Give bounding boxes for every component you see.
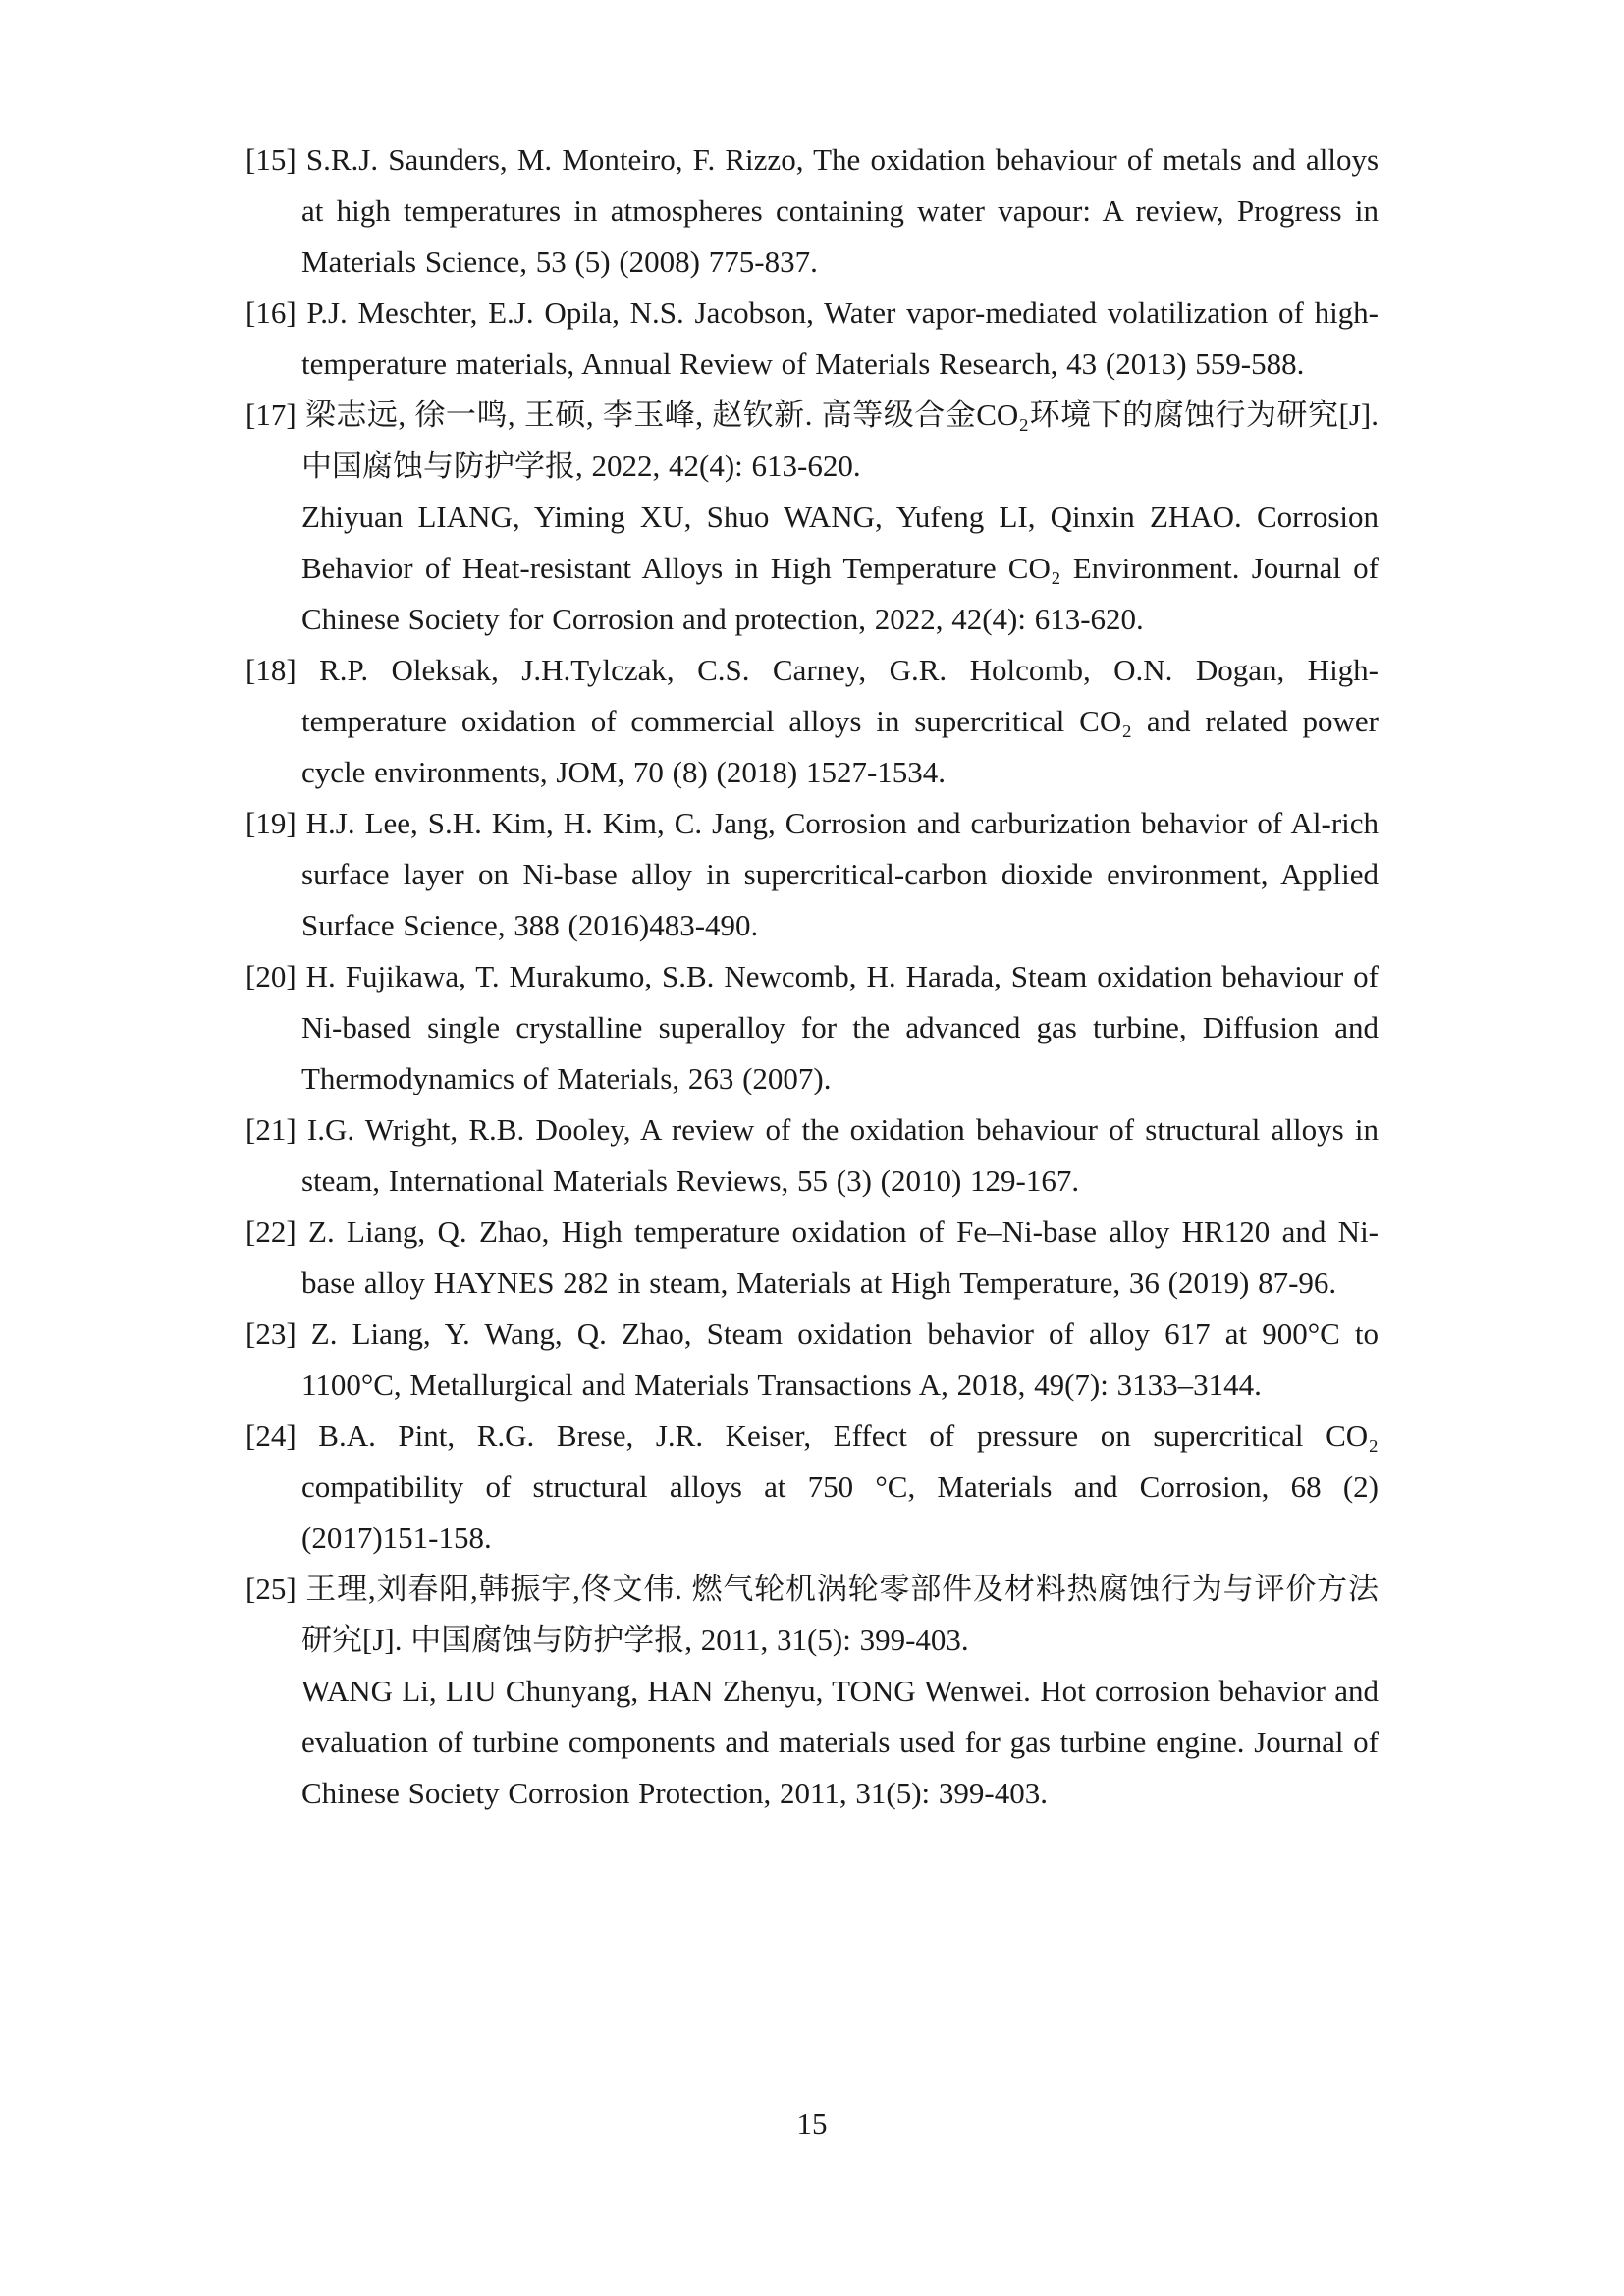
reference-text: Z. Liang, Q. Zhao, High temperature oxidation of Fe–Ni-base alloy HR120 and Ni-base alloy HAYNES 282 in steam, Materials at High Temperature, 36 (2019) 87-96. — [301, 1214, 1380, 1300]
reference-item — [245, 951, 1379, 1104]
reference-item — [245, 1411, 1379, 1564]
reference-item — [245, 1104, 1379, 1206]
reference-text: 梁志远, 徐一鸣, 王硕, 李玉峰, 赵钦新. 高等级合金CO₂环境下的腐蚀行为研究[J]. 中国腐蚀与防护学报, 2022, 42(4): 613-620. — [301, 398, 1379, 483]
reference-label: [19] — [245, 806, 297, 840]
reference-label: [20] — [245, 959, 297, 993]
reference-text: Zhiyuan LIANG, Yiming XU, Shuo WANG, Yufeng LI, Qinxin ZHAO. Corrosion Behavior of Heat-resistant Alloys in High Temperature CO₂ Environment. Journal of Chinese Society for Corrosion and protection, 2022, 42(4): 613-620. — [301, 500, 1379, 636]
reference-label: [25] — [245, 1572, 297, 1606]
reference-item — [245, 645, 1379, 798]
reference-item — [245, 1308, 1379, 1411]
reference-item — [245, 390, 1379, 492]
reference-label: [22] — [245, 1214, 297, 1249]
reference-text: Z. Liang, Y. Wang, Q. Zhao, Steam oxidation behavior of alloy 617 at 900°C to 1100°C, Metallurgical and Materials Transactions A, 2018, 49(7): 3133–3144. — [301, 1316, 1380, 1402]
reference-continuation — [245, 492, 1379, 645]
reference-label: [23] — [245, 1316, 297, 1351]
reference-text: 王理,刘春阳,韩振宇,佟文伟. 燃气轮机涡轮零部件及材料热腐蚀行为与评价方法研究[J]. 中国腐蚀与防护学报, 2011, 31(5): 399-403. — [301, 1572, 1380, 1657]
reference-text: B.A. Pint, R.G. Brese, J.R. Keiser, Effect of pressure on supercritical CO₂ compatibility of structural alloys at 750 °C, Materials and Corrosion, 68 (2) (2017)151-158. — [301, 1418, 1379, 1555]
reference-text: R.P. Oleksak, J.H.Tylczak, C.S. Carney, G.R. Holcomb, O.N. Dogan, High-temperature oxidation of commercial alloys in supercritical CO₂ and related power cycle environments, JOM, 70 (8) (2018) 1527-1534. — [301, 653, 1380, 789]
reference-text: I.G. Wright, R.B. Dooley, A review of the oxidation behaviour of structural alloys in steam, International Materials Reviews, 55 (3) (2010) 129-167. — [301, 1112, 1379, 1198]
reference-label: [21] — [245, 1112, 297, 1147]
reference-item — [245, 134, 1379, 288]
reference-text: P.J. Meschter, E.J. Opila, N.S. Jacobson, Water vapor-mediated volatilization of high-temperature materials, Annual Review of Materials Research, 43 (2013) 559-588. — [301, 295, 1379, 381]
page-number: 15 — [796, 2107, 828, 2141]
reference-item — [245, 288, 1379, 390]
reference-label: [18] — [245, 653, 297, 687]
reference-text: S.R.J. Saunders, M. Monteiro, F. Rizzo, The oxidation behaviour of metals and alloys at high temperatures in atmospheres containing water vapour: A review, Progress in Materials Science, 53 (5) (2008) 775-837. — [301, 142, 1380, 279]
reference-item — [245, 1564, 1379, 1666]
reference-continuation — [245, 1666, 1379, 1819]
reference-label: [17] — [245, 398, 297, 432]
reference-label: [15] — [245, 142, 297, 177]
reference-text: H. Fujikawa, T. Murakumo, S.B. Newcomb, H. Harada, Steam oxidation behaviour of Ni-based single crystalline superalloy for the advanced gas turbine, Diffusion and Thermodynamics of Materials, 263 (2007). — [301, 959, 1379, 1095]
reference-label: [24] — [245, 1418, 297, 1453]
reference-text: H.J. Lee, S.H. Kim, H. Kim, C. Jang, Corrosion and carburization behavior of Al-rich surface layer on Ni-base alloy in supercritical-carbon dioxide environment, Applied Surface Science, 388 (2016)483-490. — [301, 806, 1380, 942]
references-list — [245, 134, 1379, 1819]
reference-item — [245, 798, 1379, 951]
reference-label: [16] — [245, 295, 297, 330]
reference-item — [245, 1206, 1379, 1308]
reference-text: WANG Li, LIU Chunyang, HAN Zhenyu, TONG Wenwei. Hot corrosion behavior and evaluation of turbine components and materials used for gas turbine engine. Journal of Chinese Society Corrosion Protection, 2011, 31(5): 399-403. — [301, 1674, 1379, 1810]
